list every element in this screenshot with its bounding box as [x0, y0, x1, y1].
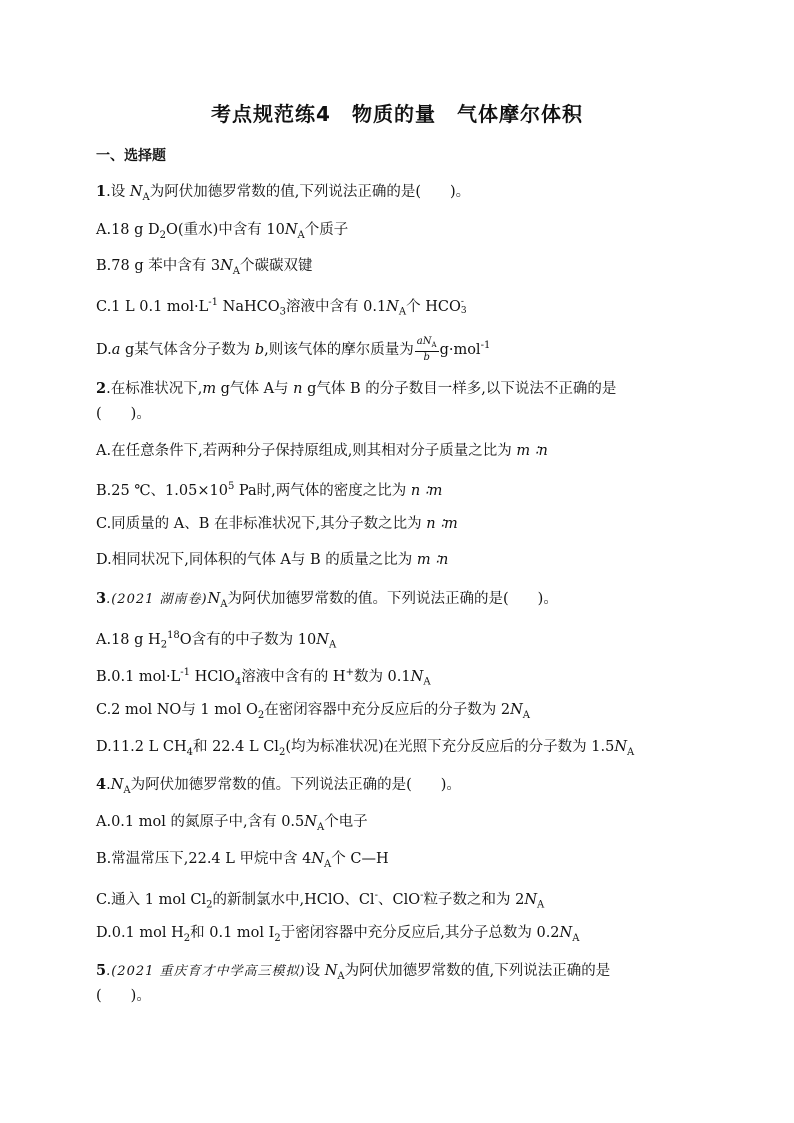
question-1-option-a[interactable]: A.18 g $D_2O$(重水)中含有 $10N_A$个质子: [96, 222, 349, 241]
question-3-stem: 3.(2021 湖南卷)$N_A$为阿伏加德罗常数的值。下列说法正确的是( )。: [96, 590, 558, 610]
question-3-option-d[interactable]: D.11.2 L $CH_4$和 22.4 L $Cl_2$(均为标准状况)在光照下充分反应后的分子数为 $1.5N_A$: [96, 739, 635, 758]
section-heading: 一、选择题: [96, 148, 166, 164]
question-2-option-d[interactable]: D.相同状况下,同体积的气体 A与 B 的质量之比为 m ∶n: [96, 552, 449, 568]
question-4-option-b[interactable]: B.常温常压下,22.4 L 甲烷中含 $4N_A$个 C—H: [96, 851, 389, 870]
question-5-stem-cont: ( )。: [96, 988, 151, 1004]
molar-mass-fraction: $\frac{aN_A}{b}$: [416, 336, 437, 364]
question-2-option-c[interactable]: C.同质量的 A、B 在非标准状况下,其分子数之比为 n ∶m: [96, 516, 458, 532]
question-3-option-a[interactable]: A.18 g $H_2^{18}O$含有的中子数为 $10N_A$: [96, 630, 337, 651]
question-4-option-c[interactable]: C.通入 1 mol $Cl_2$的新制氯水中,HClO、Cl-、ClO-粒子数之和为 $2N_A$: [96, 890, 545, 911]
question-4-option-d[interactable]: D.0.1 mol $H_2$和 0.1 mol $I_2$于密闭容器中充分反应后,其分子总数为 $0.2N_A$: [96, 925, 580, 944]
page-title: 考点规范练4 物质的量 气体摩尔体积: [211, 102, 583, 126]
question-4-option-a[interactable]: A.0.1 mol 的氮原子中,含有 $0.5N_A$个电子: [96, 814, 368, 833]
question-1-stem: 1.设 $N_A$为阿伏加德罗常数的值,下列说法正确的是( )。: [96, 183, 471, 203]
question-2-option-a[interactable]: A.在任意条件下,若两种分子保持原组成,则其相对分子质量之比为 m ∶n: [96, 443, 548, 459]
question-5-stem: 5.(2021 重庆育才中学高三模拟)设 $N_A$为阿伏加德罗常数的值,下列说法正确的是: [96, 962, 611, 982]
question-1-option-c[interactable]: C.1 L 0.1 $mol\cdot L^{-1}$ NaHCO$_3$溶液中含有 $0.1N_A$个 HCO - 3: [96, 296, 467, 318]
question-2-stem: 2.在标准状况下,m g气体 A与 n g气体 B 的分子数目一样多,以下说法不正确的是: [96, 380, 617, 397]
question-3-option-b[interactable]: B.0.1 $mol\cdot L^{-1}$ HClO$_4$溶液中含有的 H+数为 $0.1N_A$: [96, 667, 431, 688]
question-2-stem-cont: ( )。: [96, 406, 151, 422]
question-2-option-b[interactable]: B.25 ℃、$1.05\times 10^5$ Pa时,两气体的密度之比为 n ∶m: [96, 481, 443, 499]
question-1-option-b[interactable]: B.78 g 苯中含有 $3N_A$个碳碳双键: [96, 258, 313, 277]
question-4-stem: $4.N_A$为阿伏加德罗常数的值。下列说法正确的是( )。: [96, 776, 461, 796]
question-3-option-c[interactable]: C.2 mol NO与 1 mol $O_2$在密闭容器中充分反应后的分子数为 $2N_A$: [96, 702, 531, 721]
question-1-option-d[interactable]: D.a g某气体含分子数为 b,则该气体的摩尔质量为 $\frac{aN_A}{b}$ g·mol$^{-1}$: [96, 336, 491, 364]
